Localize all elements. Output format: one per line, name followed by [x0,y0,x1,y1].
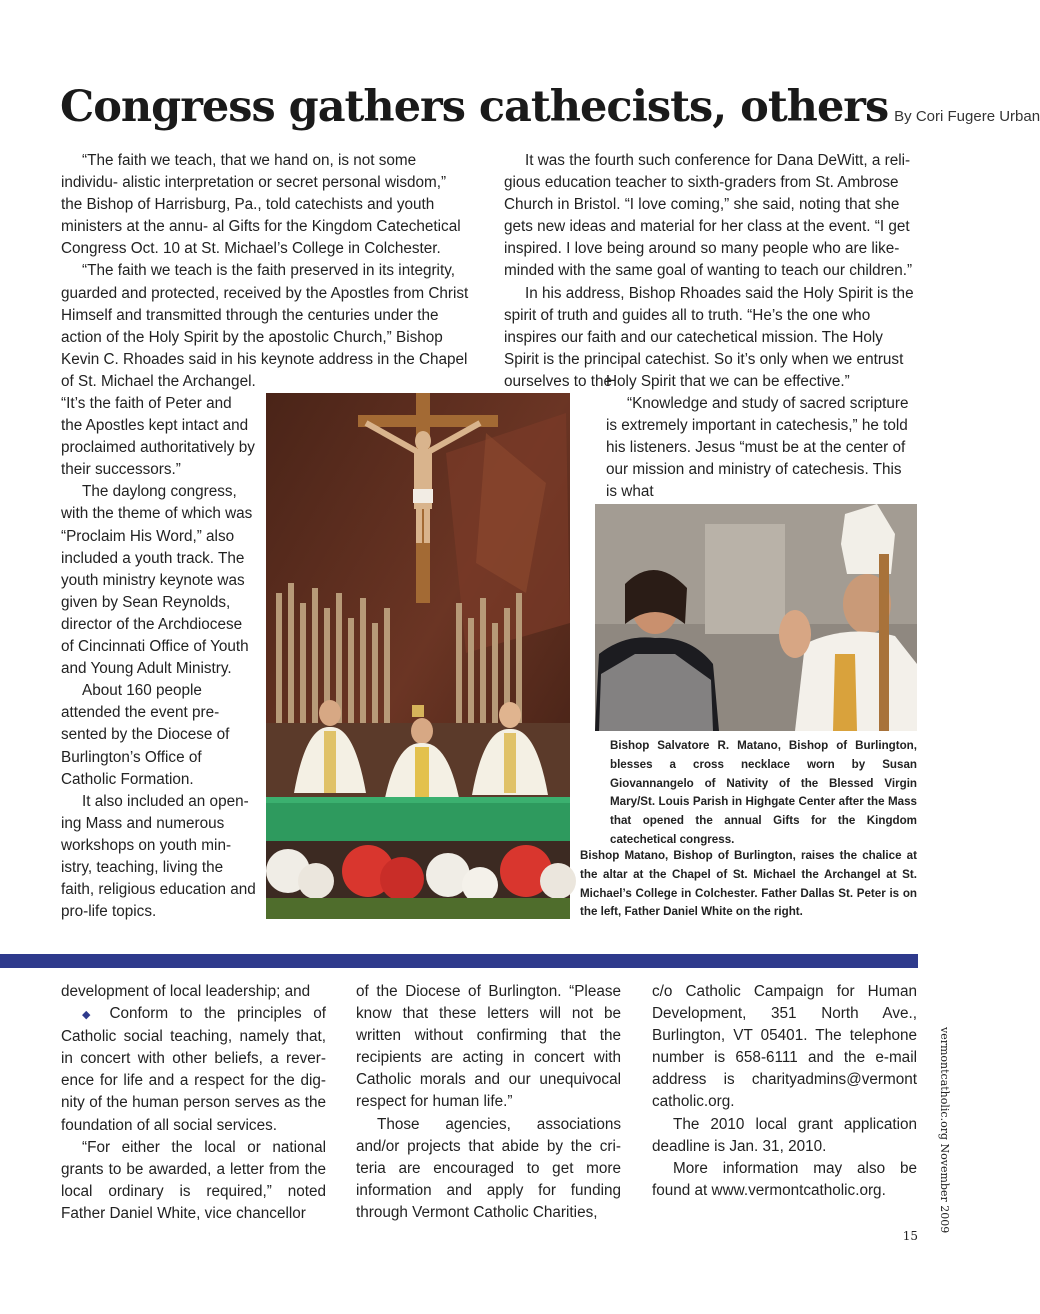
headline-text: Congress gathers cathecists, others [60,82,889,132]
photo-altar-mass [266,393,570,919]
paragraph: More information may also be found at www.vermontcatholic.org. [652,1159,917,1199]
paragraph: It also included an open- ing Mass and numerous workshops on youth min- istry, teaching, living the faith, religious education and pro-life topics. [61,792,256,921]
paragraph: About 160 people attended the event pre- sented by the Diocese of Burlington’s Office of Catholic Formation. [61,682,230,788]
paragraph: In his address, Bishop Rhoades said the Holy Spirit is the spirit of truth and guides all to truth. “He’s the one who inspires our faith and our catechetical mission. The Holy Spirit is the principal catechist. So it’s only when we entrust ourselves to the [504,284,914,390]
bottom-column-2 [356,981,621,1224]
paragraph: “Knowledge and study of sacred scripture is extremely important in catechesis,” he told his listeners. Jesus “must be at the center of our mission and ministry of catechesis. This is what [606,395,909,501]
paragraph: of the Diocese of Burlington. “Please know that these letters will not be written without confirming that the recipients are acting in concert with Catholic morals and our unequivocal respect for human life.” [356,983,621,1111]
paragraph: It was the fourth such conference for Dana DeWitt, a reli- gious education teacher to sixth-graders from St. Ambrose Church in Bristol. “I love coming,” she said, noting that she gets new ideas and material for her class at the event. “I get inspired. I love being around so many people who are like- minded with the same goal of wanting to teach our children.” [504,152,913,280]
diamond-bullet-icon: ◆ [82,1009,98,1022]
paragraph: “It’s the faith of Peter and the Apostles kept intact and proclaimed authoritatively by their successors.” [61,395,255,479]
bulleted-paragraph [61,1003,326,1137]
article-column-right-continued [606,371,916,504]
headline [60,82,1040,132]
side-publication-info: vermontcatholic.org November 2009 [938,1027,951,1234]
page-number: 15 [902,1229,918,1243]
paragraph: c/o Catholic Campaign for Human Development, 351 North Ave., Burlington, VT 05401. The telephone number is 658-6111 and the e-mail address is charityadmins@vermont catholic.org. [652,983,917,1111]
article-column-narrow [61,393,257,923]
article-column-left [61,150,471,393]
paragraph: “The faith we teach, that we hand on, is not some individu- alistic interpretation or secret personal wisdom,” the Bishop of Harrisburg, Pa., told catechists and youth ministers at the annu- al Gifts for the Kingdom Catechetical Congress Oct. 10 at St. Michael’s College in Colchester. [61,152,461,258]
paragraph: development of local leadership; and [61,983,311,1000]
paragraph: The daylong congress, with the theme of which was “Proclaim His Word,” also included a youth track. The youth ministry keynote was given by Sean Reynolds, director of the Archdiocese of Cincinnati Office of Youth and Young Adult Ministry. [61,483,253,678]
photo-blessing [595,504,917,731]
caption-altar: Bishop Matano, Bishop of Burlington, raises the chalice at the altar at the Chapel of St. Michael the Archangel at St. Michael’s College in Colchester. Father Dallas St. Peter is on the left, Father Daniel White on the right. [580,849,917,919]
section-divider [0,954,918,968]
byline: By Cori Fugere Urban [894,108,1040,125]
paragraph: “For either the local or national grants to be awarded, a letter from the local ordinary is required,” noted Father Daniel White, vice chancellor [61,1138,326,1222]
paragraph: The 2010 local grant application deadline is Jan. 31, 2010. [652,1115,917,1155]
paragraph: “The faith we teach is the faith preserved in its integrity, guarded and protected, received by the Apostles from Christ Himself and transmitted through the centuries under the action of the Holy Spirit by the apostolic Church,” Bishop Kevin C. Rhoades said in his keynote address in the Chapel of St. Michael the Archangel. [61,262,469,390]
bottom-column-3 [652,981,917,1202]
article-column-right [504,150,916,393]
paragraph: Holy Spirit that we can be effective.” [606,373,850,390]
bottom-column-1 [61,981,326,1225]
caption-blessing: Bishop Salvatore R. Matano, Bishop of Burlington, blesses a cross necklace worn by Susan Giovannangelo of Nativity of the Blessed Virgin Mary/St. Louis Parish in Highgate Center after the Mass that opened the annual Gifts for the Kingdom catechetical congress. [610,739,917,846]
paragraph-text: Conform to the principles of Catholic social teaching, namely that, in concert with other beliefs, a rever- ence for life and a respect for the dig- nity of the human person serves as the foundation of all social services. [61,1005,326,1134]
paragraph: Those agencies, associations and/or projects that abide by the cri- teria are encouraged to get more information and apply for funding through Vermont Catholic Charities, [356,1115,621,1221]
